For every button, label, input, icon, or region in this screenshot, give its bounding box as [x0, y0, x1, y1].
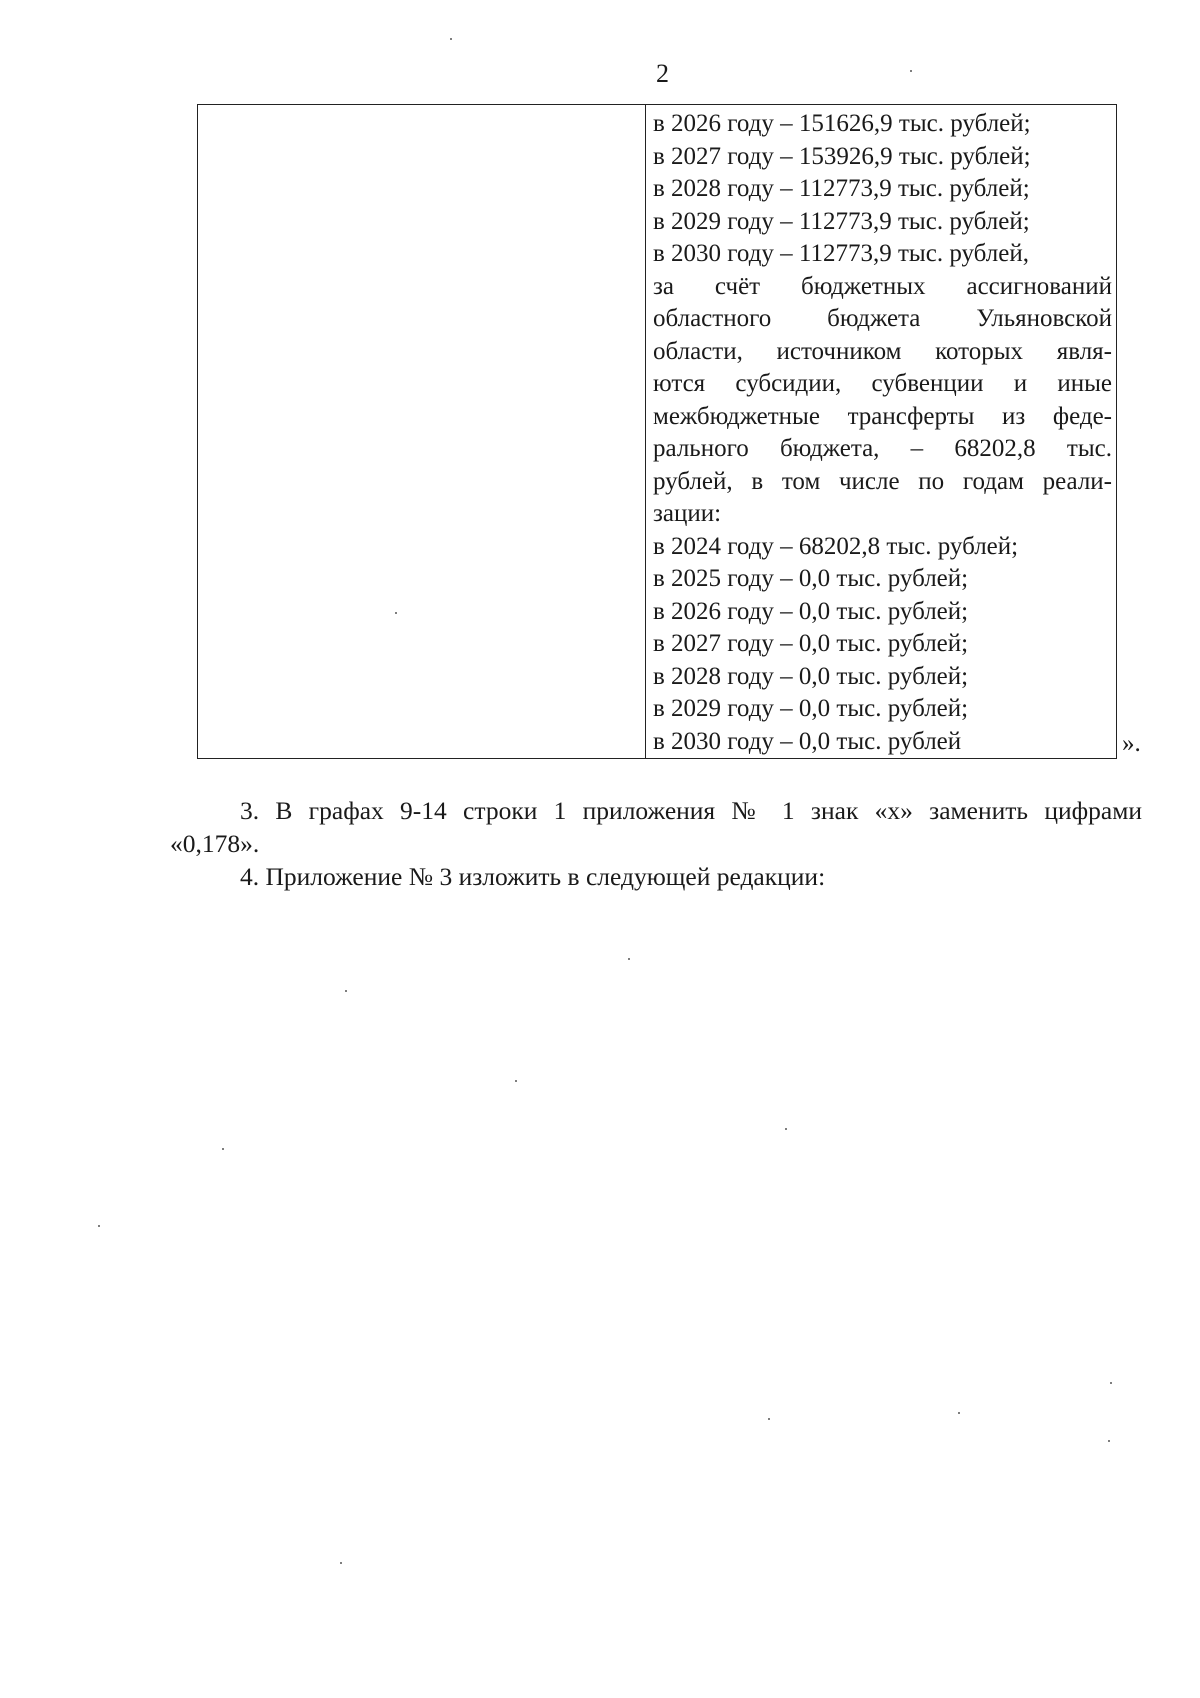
scan-speck: [628, 958, 630, 960]
text-line: рального бюджета, – 68202,8 тыс.: [653, 435, 1112, 462]
scan-speck: [958, 1412, 960, 1414]
text-line: области, источником которых явля-: [653, 337, 1112, 365]
paragraph-3-line-1: 3. В графах 9-14 строки 1 приложения № 1 знак «х» заменить цифрами: [240, 796, 1142, 825]
funding-line-2030: в 2030 году – 112773,9 тыс. рублей,: [653, 240, 1029, 267]
closing-quote: ».: [1122, 730, 1141, 757]
text-line: межбюджетные трансферты из феде-: [653, 402, 1112, 430]
funding-line-2029: в 2029 году – 112773,9 тыс. рублей;: [653, 207, 1030, 235]
scan-speck: [768, 1418, 770, 1420]
paragraph-4: 4. Приложение № 3 изложить в следующей редакции:: [240, 862, 826, 891]
page-number: 2: [656, 59, 669, 88]
federal-line-2028: в 2028 году – 0,0 тыс. рублей;: [653, 662, 969, 690]
text-line: рублей, в том числе по годам реали-: [653, 467, 1112, 495]
table-cell-right: [646, 105, 1117, 759]
table-cell-left: [198, 105, 646, 759]
scan-speck: [345, 990, 347, 992]
scan-speck: [222, 1148, 224, 1150]
scan-speck: [785, 1128, 787, 1130]
funding-line-2026: в 2026 году – 151626,9 тыс. рублей;: [653, 110, 1031, 137]
federal-line-2027: в 2027 году – 0,0 тыс. рублей;: [653, 630, 969, 657]
scan-speck: [910, 70, 912, 72]
text-line: областного бюджета Ульяновской: [653, 305, 1112, 332]
paragraph-3: [170, 794, 1142, 860]
scan-speck: [1110, 1382, 1112, 1384]
text-line: за счёт бюджетных ассигнований: [653, 272, 1112, 300]
scan-speck: [1108, 1440, 1110, 1442]
federal-line-2025: в 2025 году – 0,0 тыс. рублей;: [653, 565, 969, 592]
federal-line-2030: в 2030 году – 0,0 тыс. рублей: [653, 727, 962, 755]
scan-speck: [450, 38, 452, 40]
text-line: зации:: [653, 500, 722, 527]
text-line: ются субсидии, субвенции и иные: [653, 370, 1112, 397]
paragraph-3-line-2: «0,178».: [170, 829, 260, 858]
funding-line-2027: в 2027 году – 153926,9 тыс. рублей;: [653, 142, 1031, 170]
federal-line-2026: в 2026 году – 0,0 тыс. рублей;: [653, 597, 969, 625]
federal-line-2024: в 2024 году – 68202,8 тыс. рублей;: [653, 532, 1019, 560]
federal-line-2029: в 2029 году – 0,0 тыс. рублей;: [653, 695, 969, 722]
scan-speck: [395, 612, 397, 614]
table-row: [198, 105, 1117, 759]
scan-speck: [340, 1562, 342, 1564]
funding-line-2028: в 2028 году – 112773,9 тыс. рублей;: [653, 175, 1030, 202]
continuation-table: [197, 104, 1117, 759]
scan-speck: [98, 1225, 100, 1227]
scan-speck: [515, 1080, 517, 1082]
